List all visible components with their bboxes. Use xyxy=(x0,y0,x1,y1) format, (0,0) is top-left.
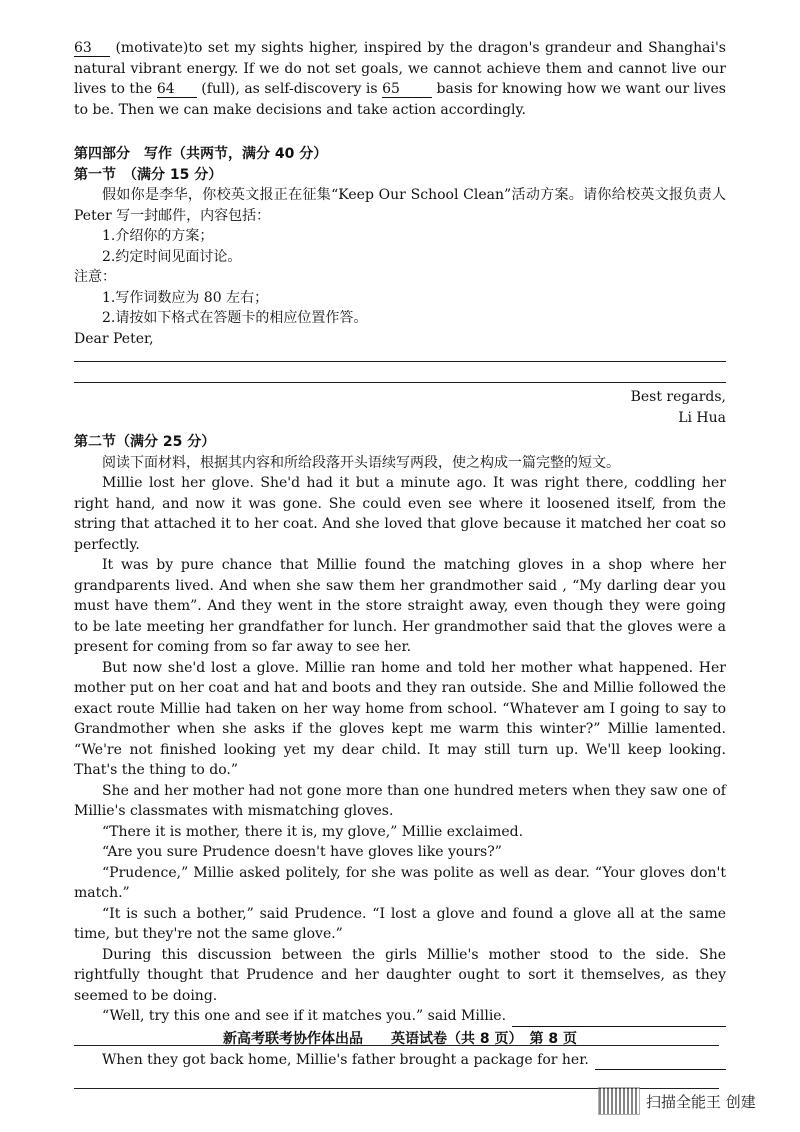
page-footer: 新高考联考协作体出品 英语试卷（共 8 页） 第 8 页 xyxy=(223,1031,577,1047)
story-paragraph-2: It was by pure chance that Millie found the matching gloves in a shop where her grandparents lived. And when she saw them her grandmother said , “My darling dear you must have them”. And they went in the store straight away, even though they were going to be late meeting her grandfather for lunch. Her grandmother said that the gloves were a present for coming from so far away to see her. xyxy=(74,557,726,655)
continuation-prompt-1: “Well, try this one and see if it matches you.” said Millie. xyxy=(102,1008,507,1024)
section2-heading: 第二节（满分 25 分） xyxy=(74,434,216,450)
story-paragraph-9: During this discussion between the girls Millie's mother stood to the side. She rightfully thought that Prudence and her daughter ought to sort it themselves, as they seemed to be doing. xyxy=(74,946,726,1004)
cloze-text-2: (full), as self-discovery is xyxy=(196,81,383,97)
section2-instruction: 阅读下面材料，根据其内容和所给段落开头语续写两段，使之构成一篇完整的短文。 xyxy=(102,454,620,471)
writing-line-2[interactable] xyxy=(74,382,726,383)
story-paragraph-8: “It is such a bother,” said Prudence. “I lost a glove and found a glove all at the same time, but they're not the same glove.” xyxy=(74,905,726,942)
note-label: 注意： xyxy=(74,269,116,285)
part4-heading: 第四部分 写作（共两节，满分 40 分） xyxy=(74,146,328,162)
cloze-passage-end xyxy=(74,38,726,120)
closing: Best regards, xyxy=(630,389,726,405)
continuation-prompt-1-row xyxy=(74,1006,726,1027)
writing-line-1[interactable] xyxy=(74,361,726,362)
story-paragraph-6: “Are you sure Prudence doesn't have gloves like yours?” xyxy=(102,844,502,860)
blank-65: 65 xyxy=(382,81,432,98)
story-paragraph-5: “There it is mother, there it is, my glove,” Millie exclaimed. xyxy=(102,823,524,840)
cloze-text-3: basis for knowing how we want our lives to be. Then we can make decisions and take action accordingly. xyxy=(74,81,726,118)
qr-code-icon xyxy=(598,1087,640,1115)
note-2: 2.请按如下格式在答题卡的相应位置作答。 xyxy=(102,310,368,326)
story-paragraph-3: But now she'd lost a glove. Millie ran home and told her mother what happened. Her mother put on her coat and hat and boots and they ran outside. She and Millie followed the exact route Millie had taken on her way home from school. “Whatever am I going to say to Grandmother when she asks if the gloves kept me warm this winter?” Millie lamented. “We're not finished looking yet my dear child. It may still turn up. We'll keep looking. That's the thing to do.” xyxy=(74,659,726,778)
scanner-watermark xyxy=(598,1087,756,1115)
continuation-line-1a[interactable] xyxy=(512,1010,726,1027)
signature: Li Hua xyxy=(678,409,726,426)
story-paragraph-7: “Prudence,” Millie asked politely, for she was polite as well as dear. “Your gloves don't match.” xyxy=(74,864,726,901)
writing-prompt: 假如你是李华，你校英文报正在征集“Keep Our School Clean”活动方案。请你给校英文报负责人 Peter 写一封邮件，内容包括： xyxy=(74,187,726,224)
blank-64: 64 xyxy=(157,81,197,98)
continuation-prompt-2: When they got back home, Millie's father brought a package for her. xyxy=(102,1051,589,1068)
section1-heading: 第一节 （满分 15 分） xyxy=(74,166,223,183)
continuation-line-2a[interactable] xyxy=(595,1053,726,1070)
cloze-text-1: (motivate)to set my sights higher, inspired by the dragon's grandeur and Shanghai's natural vibrant energy. If we do not set goals, we cannot achieve them and cannot live our lives to the xyxy=(74,40,726,97)
note-1: 1.写作词数应为 80 左右； xyxy=(102,289,269,306)
prompt-item-1: 1.介绍你的方案； xyxy=(102,228,214,244)
scanner-label: 扫描全能王 创建 xyxy=(646,1092,756,1111)
story-paragraph-4: She and her mother had not gone more than one hundred meters when they saw one of Millie's classmates with mismatching gloves. xyxy=(74,782,726,819)
story-paragraph-1: Millie lost her glove. She'd had it but a minute ago. It was right there, coddling her right hand, and now it was gone. She could even see where it loosened itself, from the string that attached it to her coat. And she loved that glove because it matched her coat so perfectly. xyxy=(74,475,726,553)
continuation-prompt-2-row xyxy=(74,1050,726,1071)
salutation: Dear Peter, xyxy=(74,330,154,347)
prompt-item-2: 2.约定时间见面讨论。 xyxy=(102,248,242,265)
exam-page xyxy=(74,38,726,1089)
blank-63: 63 xyxy=(74,40,110,57)
